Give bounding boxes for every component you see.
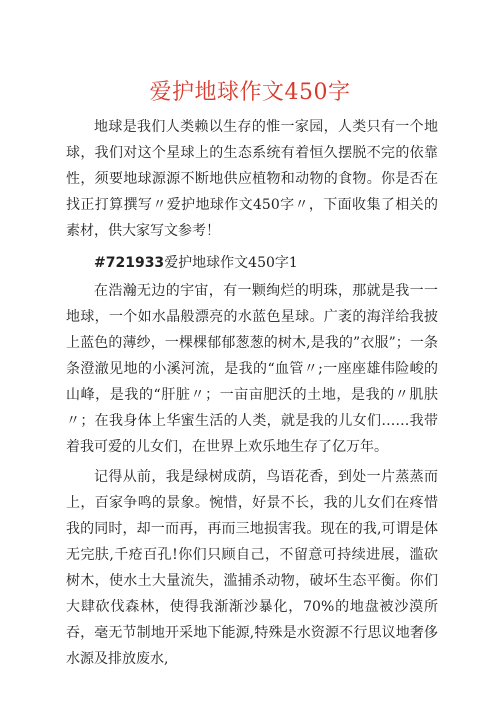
section-heading (66, 250, 438, 276)
section-heading-text: 爱护地球作文450字1 (164, 255, 298, 271)
document-body (66, 114, 438, 672)
section-heading-prefix: #721933 (94, 255, 165, 271)
document-title: 爱护地球作文450字 (149, 80, 351, 105)
intro-paragraph: 地球是我们人类赖以生存的惟一家园，人类只有一个地球，我们对这个星球上的生态系统有着恒久摆脱不完的依靠性，须要地球源源不断地供应植物和动物的食物。你是否在找正打算撰写〃爱护地球作文450字〃，下面收集了相关的素材，供大家写文参考！ (66, 119, 438, 239)
body-paragraph-2: 记得从前，我是绿树成荫，鸟语花香，到处一片蒸蒸而上，百家争鸣的景象。惋惜，好景不长，我的儿女们在疼惜我的同时，却一而再，再而三地损害我。现在的我,可谓是体无完肤,千疮百孔!你们只顾自己，不留意可持续进展，滥砍树木，使水土大量流失，滥捕杀动物，破坏生态平衡。你们大肆砍伐森林，使得我渐渐沙暴化，70%的地盘被沙漠所吞，毫无节制地开采地下能源,特殊是水资源不行思议地奢侈水源及排放废水, (66, 469, 438, 667)
body-paragraph-1: 在浩瀚无边的宇宙，有一颗绚烂的明珠，那就是我一一地球，一个如水晶般漂亮的水蓝色星球。广袤的海洋给我披上蓝色的薄纱，一棵棵郁郁葱葱的树木,是我的”衣服”；一条条澄澈见地的小溪河流，是我的“血管〃;一座座雄伟险峻的山峰，是我的“肝脏〃；一亩亩肥沃的土地，是我的〃肌肤〃；在我身体上华蜜生活的人类，就是我的儿女们……我带着我可爱的儿女们，在世界上欢乐地生存了亿万年。 (66, 283, 438, 455)
